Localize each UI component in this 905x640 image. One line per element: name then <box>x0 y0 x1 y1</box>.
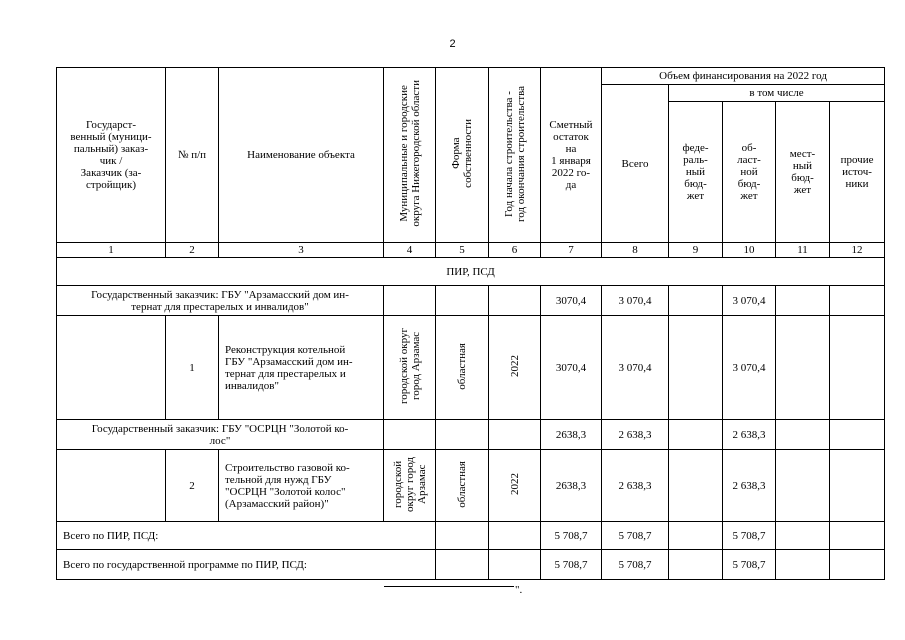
column-number: 5 <box>436 243 489 258</box>
footer-mark: ". <box>515 584 523 596</box>
total-row <box>57 522 885 550</box>
total-value: 3 070,4 <box>602 286 669 316</box>
column-number: 10 <box>723 243 776 258</box>
ownership: областная <box>436 450 489 522</box>
total-value: 3 070,4 <box>602 316 669 420</box>
object-name: Реконструкция котельной ГБУ "Арзамасский дом ин- тернат для престарелых и инвалидов" <box>219 316 384 420</box>
column-number: 9 <box>669 243 723 258</box>
header-total: Всего <box>602 85 669 243</box>
financing-table <box>56 67 885 580</box>
column-number: 4 <box>384 243 436 258</box>
page-number: 2 <box>449 38 456 50</box>
column-number: 12 <box>830 243 885 258</box>
total-label: Всего по ПИР, ПСД: <box>57 522 436 550</box>
column-number: 8 <box>602 243 669 258</box>
footer-rule <box>384 586 514 587</box>
year: 2022 <box>489 450 541 522</box>
column-number: 11 <box>776 243 830 258</box>
header-local: мест- ный бюд- жет <box>776 102 830 243</box>
header-federal: феде- раль- ный бюд- жет <box>669 102 723 243</box>
column-number: 1 <box>57 243 166 258</box>
regional-value: 5 708,7 <box>723 550 776 580</box>
municipality: городской округ город Арзамас <box>384 450 436 522</box>
column-number: 3 <box>219 243 384 258</box>
estimate-value: 5 708,7 <box>541 550 602 580</box>
estimate-value: 2638,3 <box>541 450 602 522</box>
estimate-value: 3070,4 <box>541 316 602 420</box>
column-number: 2 <box>166 243 219 258</box>
customer-label: Государственный заказчик: ГБУ "ОСРЦН "Золотой ко- лос" <box>57 420 384 450</box>
table-row <box>57 316 885 420</box>
total-value: 5 708,7 <box>602 522 669 550</box>
header-municipality: Муниципальные и городские округа Нижегородской области <box>384 68 436 243</box>
section-title: ПИР, ПСД <box>57 258 885 286</box>
municipality: городской округ город Арзамас <box>384 316 436 420</box>
year: 2022 <box>489 316 541 420</box>
header-regional: об- ласт- ной бюд- жет <box>723 102 776 243</box>
total-label: Всего по государственной программе по ПИР, ПСД: <box>57 550 436 580</box>
header-ownership: Форма собственности <box>436 68 489 243</box>
header-financing: Объем финансирования на 2022 год <box>602 68 885 85</box>
header-including: в том числе <box>669 85 885 102</box>
regional-value: 2 638,3 <box>723 450 776 522</box>
estimate-value: 3070,4 <box>541 286 602 316</box>
estimate-value: 5 708,7 <box>541 522 602 550</box>
row-num: 1 <box>166 316 219 420</box>
table-row <box>57 450 885 522</box>
header-customer: Государст- венный (муници- пальный) заказ- чик / Заказчик (за- стройщик) <box>57 68 166 243</box>
total-value: 5 708,7 <box>602 550 669 580</box>
row-num: 2 <box>166 450 219 522</box>
regional-value: 2 638,3 <box>723 420 776 450</box>
customer-row <box>57 286 885 316</box>
total-value: 2 638,3 <box>602 450 669 522</box>
header-years: Год начала строительства - год окончания строительства <box>489 68 541 243</box>
ownership: областная <box>436 316 489 420</box>
header-estimate: Сметный остаток на 1 января 2022 го- да <box>541 68 602 243</box>
column-number: 6 <box>489 243 541 258</box>
total-row <box>57 550 885 580</box>
regional-value: 3 070,4 <box>723 286 776 316</box>
estimate-value: 2638,3 <box>541 420 602 450</box>
column-numbers-row <box>57 243 885 258</box>
regional-value: 5 708,7 <box>723 522 776 550</box>
total-value: 2 638,3 <box>602 420 669 450</box>
header-num: № п/п <box>166 68 219 243</box>
customer-row <box>57 420 885 450</box>
object-name: Строительство газовой ко- тельной для нужд ГБУ "ОСРЦН "Золотой колос" (Арзамасский район)" <box>219 450 384 522</box>
header-other: прочие источ- ники <box>830 102 885 243</box>
regional-value: 3 070,4 <box>723 316 776 420</box>
column-number: 7 <box>541 243 602 258</box>
header-object-name: Наименование объекта <box>219 68 384 243</box>
customer-label: Государственный заказчик: ГБУ "Арзамасский дом ин- тернат для престарелых и инвалидов" <box>57 286 384 316</box>
